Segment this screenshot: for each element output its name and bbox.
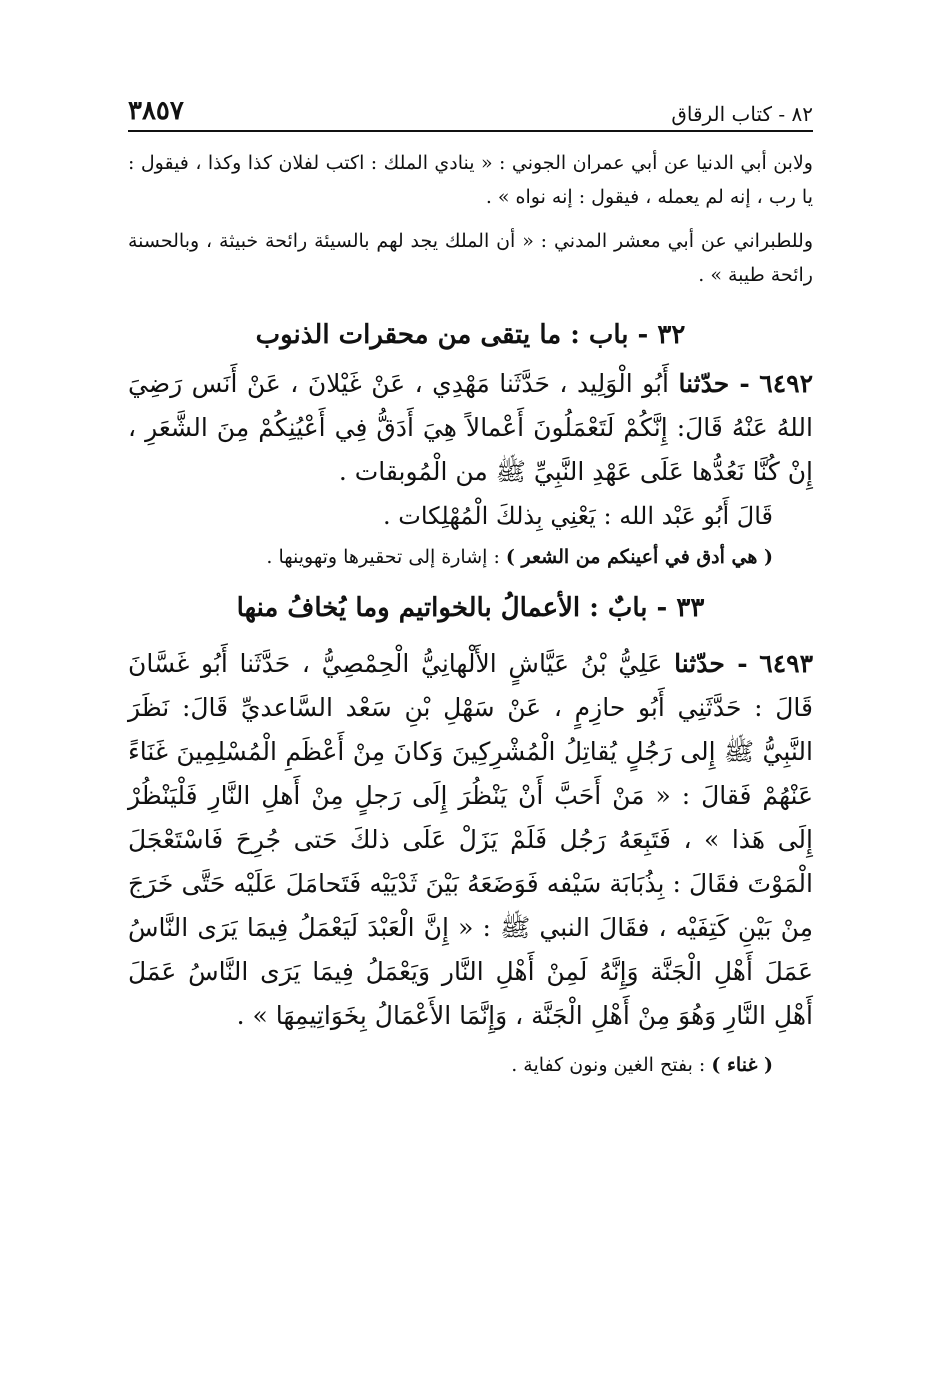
- gloss-explanation: : بفتح الغين ونون كفاية .: [511, 1054, 706, 1076]
- commentary: قَالَ أَبُو عَبْد الله : يَعْنِي بِذلكَ الْمُهْلِكات .: [382, 502, 773, 530]
- gloss-term: ( غناء ): [711, 1054, 773, 1076]
- hadith-text: أَبُو الْوَلِيد ، حَدَّثَنا مَهْدِي ، عَنْ غَيْلانَ ، عَنْ أَنَس رَضِيَ اللهُ عَنْهُ قَالَ: إِنَّكُمْ لَتَعْمَلُونَ أَعْمالاً هِيَ أَدَقُّ فِي أَعْيُنِكُمْ مِنَ الشَّعَرِ ، إِنْ كُنَّا نَعُدُّها عَلَى عَهْدِ النَّبِيِّ ﷺ من الْمُوبقات .: [128, 369, 813, 486]
- hadith-number: ٦٤٩٢: [759, 369, 814, 398]
- chapter-heading-32: ٣٢ - باب : ما يتقى من محقرات الذنوب: [255, 320, 686, 350]
- hadith-6493: [128, 642, 813, 1038]
- footnote-paragraph: وللطبراني عن أبي معشر المدني : « أن الملك يجد لهم بالسيئة رائحة خبيثة ، وبالحسنة رائحة طيبة » .: [128, 230, 813, 286]
- chapter-heading-33: ٣٣ - بابٌ : الأعمالُ بالخواتيم وما يُخافُ منها: [236, 593, 705, 623]
- footnote-paragraph: ولابن أبي الدنيا عن أبي عمران الجوني : « ينادي الملك : اكتب لفلان كذا وكذا ، فيقول : يا رب ، إنه لم يعمله ، فيقول : إنه نواه » .: [128, 152, 813, 208]
- gloss-note: [128, 540, 813, 574]
- chapter-running-title: ٨٢ - كتاب الرقاق: [671, 102, 813, 126]
- gloss-note: [128, 1048, 813, 1082]
- hadith-lead: - حدّثنا: [678, 369, 750, 398]
- page-number: ٣٨٥٧: [128, 96, 184, 126]
- gloss-explanation: : إشارة إلى تحقيرها وتهوينها .: [266, 546, 500, 568]
- hadith-lead: - حدّثنا: [674, 649, 748, 678]
- gloss-term: ( هي أدق في أعينكم من الشعر ): [505, 546, 773, 568]
- hadith-6492: [128, 362, 813, 494]
- page-header: [128, 80, 813, 132]
- hadith-text: عَلِيُّ بْنُ عَيَّاشٍ الأَلْهانِيُّ الْحِمْصِيُّ ، حَدَّثَنا أَبُو غَسَّانَ قَالَ : حَدَّثَنِي أَبُو حازِمٍ ، عَنْ سَهْلِ بْنِ سَعْد السَّاعديِّ قَالَ: نَظَرَ النَّبِيُّ ﷺ إِلى رَجُلٍ يُقاتِلُ الْمُشْرِكِينَ وَكانَ مِنْ أَعْظَمِ الْمُسْلِمِينَ غَنَاءً عَنْهُمْ فَقالَ : « مَنْ أَحَبَّ أَنْ يَنْظُرَ إِلَى رَجلٍ مِنْ أَهلِ النَّارِ فَلْيَنْظُرْ إِلَى هَذا » ، فَتَبِعَهُ رَجُل فَلَمْ يَزَلْ عَلَى ذلكَ حَتى جُرِحَ فَاسْتَعْجَلَ الْمَوْتَ فقَالَ : بِذُبَابَة سَيْفه فَوَضَعَهُ بَيْنَ ثَدْيَيْه فَتَحامَلَ عَلَيْه حَتَّى خَرَجَ مِنْ بَيْنِ كَتِفَيْه ، فقَالَ النبي ﷺ : « إِنَّ الْعَبْدَ لَيَعْمَلُ فِيمَا يَرَى النَّاسُ عَمَلَ أَهْلِ الْجَنَّة وَإِنَّهُ لَمِنْ أَهْلِ النَّار وَيَعْمَلُ فِيمَا يَرَى النَّاسُ عَمَلَ أَهْلِ النَّارِ وَهُوَ مِنْ أَهْلِ الْجَنَّة ، وَإِنَّمَا الأَعْمَالُ بِخَوَاتِيمِهَا » .: [128, 649, 813, 1030]
- hadith-number: ٦٤٩٣: [759, 649, 814, 678]
- book-page: [128, 80, 813, 1082]
